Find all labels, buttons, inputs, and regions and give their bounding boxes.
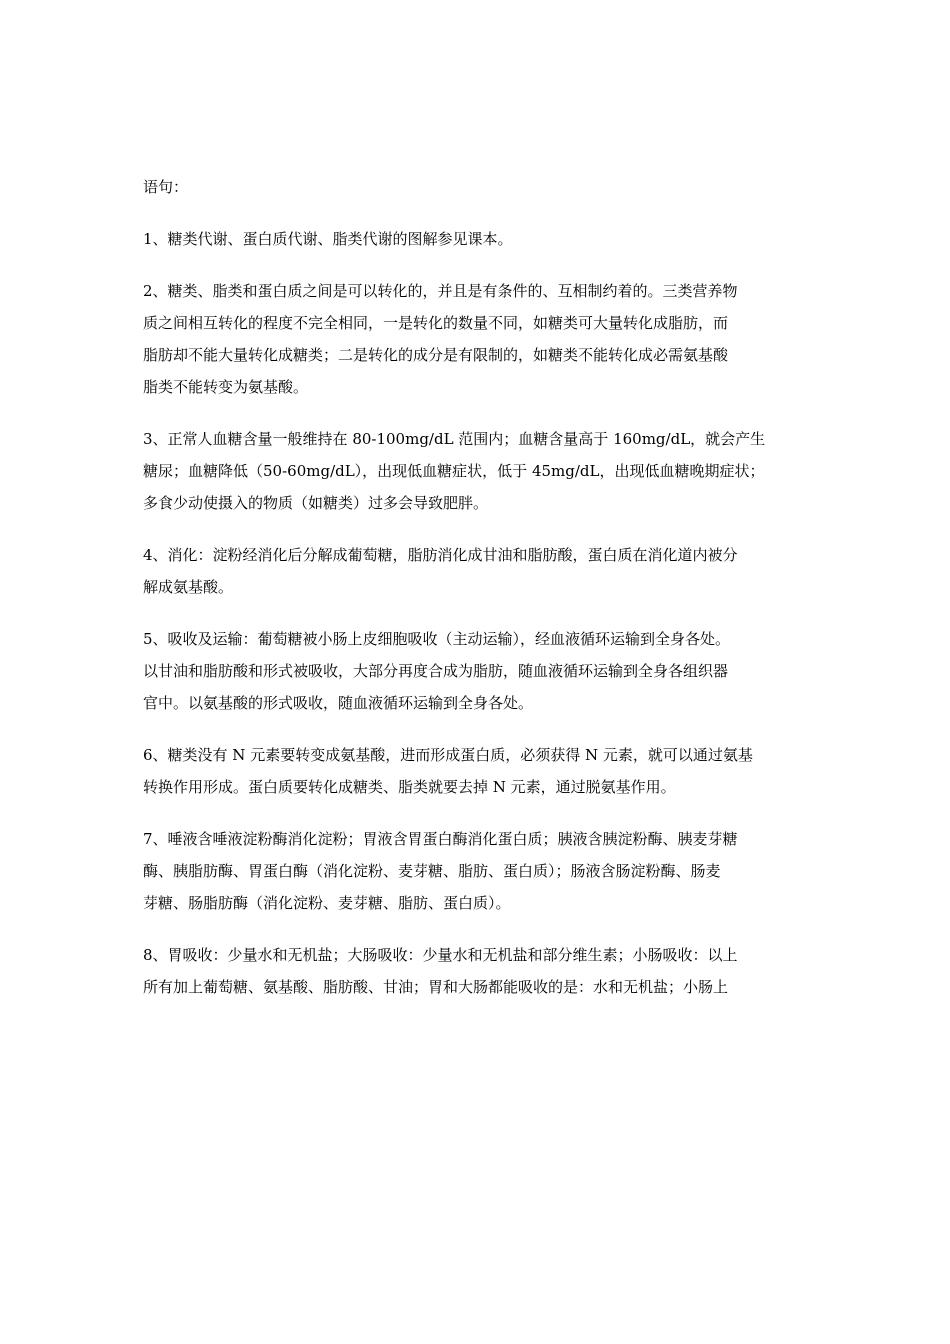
paragraph-1 [143,223,823,255]
paragraph-6 [143,739,823,803]
paragraph-line: 脂肪却不能大量转化成糖类；二是转化的成分是有限制的，如糖类不能转化成必需氨基酸 [143,346,729,364]
paragraph-2 [143,275,823,403]
paragraph-line: 解成氨基酸。 [143,578,234,596]
paragraph-4 [143,539,823,603]
paragraph-line: 官中。以氨基酸的形式吸收，随血液循环运输到全身各处。 [143,694,534,712]
paragraph-line: 5、吸收及运输：葡萄糖被小肠上皮细胞吸收（主动运输），经血液循环运输到全身各处。 [143,630,731,648]
paragraph-5 [143,623,823,719]
paragraph-line: 脂类不能转变为氨基酸。 [143,378,309,396]
paragraph-line: 8、胃吸收：少量水和无机盐；大肠吸收：少量水和无机盐和部分维生素；小肠吸收：以上 [143,946,738,964]
paragraph-line: 2、糖类、脂类和蛋白质之间是可以转化的，并且是有条件的、互相制约着的。三类营养物 [143,282,738,300]
paragraph-line: 酶、胰脂肪酶、胃蛋白酶（消化淀粉、麦芽糖、脂肪、蛋白质）；肠液含肠淀粉酶、肠麦 [143,862,721,880]
paragraph-line: 3、正常人血糖含量一般维持在 80-100mg/dL 范围内；血糖含量高于 160mg/dL，就会产生 [143,430,766,448]
heading-text: 语句： [143,178,189,196]
paragraph-line: 糖尿；血糖降低（50-60mg/dL），出现低血糖症状，低于 45mg/dL，出现低血糖晚期症状； [143,462,765,480]
paragraph-line: 4、消化：淀粉经消化后分解成葡萄糖，脂肪消化成甘油和脂肪酸，蛋白质在消化道内被分 [143,546,738,564]
paragraph-line: 以甘油和脂肪酸和形式被吸收，大部分再度合成为脂肪，随血液循环运输到全身各组织器 [143,662,729,680]
document-body [143,171,823,1023]
paragraph-line: 所有加上葡萄糖、氨基酸、脂肪酸、甘油；胃和大肠都能吸收的是：水和无机盐；小肠上 [143,978,729,996]
paragraph-line: 芽糖、肠脂肪酶（消化淀粉、麦芽糖、脂肪、蛋白质）。 [143,894,511,912]
paragraph-line: 转换作用形成。蛋白质要转化成糖类、脂类就要去掉 N 元素，通过脱氨基作用。 [143,778,676,796]
paragraph-line: 1、糖类代谢、蛋白质代谢、脂类代谢的图解参见课本。 [143,230,513,248]
paragraph-line: 7、唾液含唾液淀粉酶消化淀粉；胃液含胃蛋白酶消化蛋白质；胰液含胰淀粉酶、胰麦芽糖 [143,830,738,848]
paragraph-line: 6、糖类没有 N 元素要转变成氨基酸，进而形成蛋白质，必须获得 N 元素，就可以通过氨基 [143,746,753,764]
paragraph-8 [143,939,823,1003]
paragraph-line: 质之间相互转化的程度不完全相同，一是转化的数量不同，如糖类可大量转化成脂肪，而 [143,314,729,332]
paragraph-3 [143,423,823,519]
heading [143,171,823,203]
paragraph-7 [143,823,823,919]
paragraph-line: 多食少动使摄入的物质（如糖类）过多会导致肥胖。 [143,494,489,512]
